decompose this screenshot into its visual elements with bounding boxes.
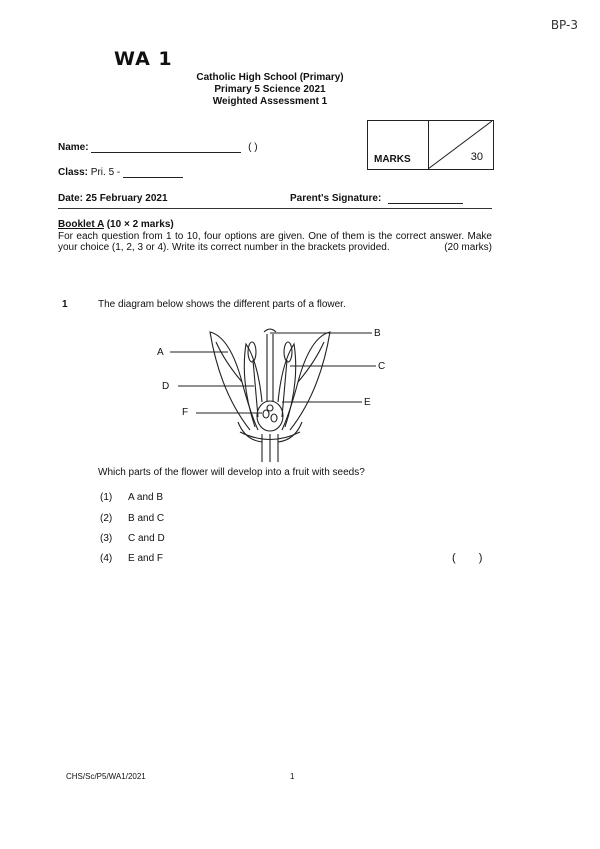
footer-code: CHS/Sc/P5/WA1/2021 [66, 772, 146, 781]
class-blank[interactable] [123, 166, 183, 178]
document-title: WA 1 [114, 48, 173, 70]
school-header [150, 72, 390, 108]
instructions-heading [58, 219, 492, 231]
register-number-brackets: ( ) [248, 142, 258, 153]
question-number: 1 [62, 299, 68, 310]
class-value: Pri. 5 - [90, 167, 121, 178]
diagram-label-c: C [378, 361, 386, 372]
date-label: Date: [58, 193, 84, 204]
date-field [58, 193, 168, 204]
subject-line: Primary 5 Science 2021 [214, 84, 326, 95]
diagram-label-a: A [157, 347, 164, 358]
parent-signature-blank[interactable] [388, 193, 463, 204]
page-code: BP-3 [550, 18, 578, 32]
diagram-label-b: B [374, 328, 381, 339]
name-blank[interactable] [91, 141, 241, 153]
instructions-body: For each question from 1 to 10, four options are given. One of them is the correct answer. Make your choice (1, 2, 3 or 4). Write its correct number in the brackets provided. [58, 230, 492, 253]
footer-page-number: 1 [290, 772, 295, 781]
header-divider [58, 208, 492, 209]
name-label: Name: [58, 142, 89, 153]
marks-total: 30 [470, 151, 483, 163]
option-text: A and B [128, 492, 164, 503]
booklet-marks-breakdown: (10 × 2 marks) [106, 219, 174, 230]
class-field [58, 166, 183, 178]
parent-signature-field [290, 193, 463, 204]
diagram-label-f: F [182, 407, 189, 418]
diagram-label-e: E [364, 397, 371, 408]
assessment-name: Weighted Assessment 1 [212, 96, 328, 107]
option-2[interactable] [100, 513, 164, 524]
marks-box [367, 120, 494, 170]
class-label: Class: [58, 167, 89, 178]
option-3[interactable] [100, 533, 165, 544]
question-text: The diagram below shows the different parts of a flower. [98, 299, 346, 310]
date-value: 25 February 2021 [85, 193, 168, 204]
booklet-instructions [58, 219, 492, 254]
option-text: C and D [128, 533, 165, 544]
flower-diagram [150, 322, 390, 462]
name-field [58, 141, 258, 153]
school-name: Catholic High School (Primary) [196, 72, 344, 83]
diagram-label-d: D [162, 381, 170, 392]
question-prompt: Which parts of the flower will develop into a fruit with seeds? [98, 467, 365, 478]
marks-label: MARKS [374, 154, 411, 165]
option-number: (1) [100, 492, 113, 503]
instructions-total-marks: (20 marks) [444, 242, 492, 253]
option-4[interactable] [100, 553, 163, 564]
option-text: B and C [128, 513, 165, 524]
booklet-title: Booklet A [58, 219, 104, 230]
option-number: (2) [100, 513, 113, 524]
option-1[interactable] [100, 492, 163, 503]
answer-brackets[interactable]: ( ) [452, 552, 483, 564]
option-text: E and F [128, 553, 164, 564]
option-number: (3) [100, 533, 113, 544]
parent-signature-label: Parent's Signature: [290, 193, 382, 204]
option-number: (4) [100, 553, 113, 564]
